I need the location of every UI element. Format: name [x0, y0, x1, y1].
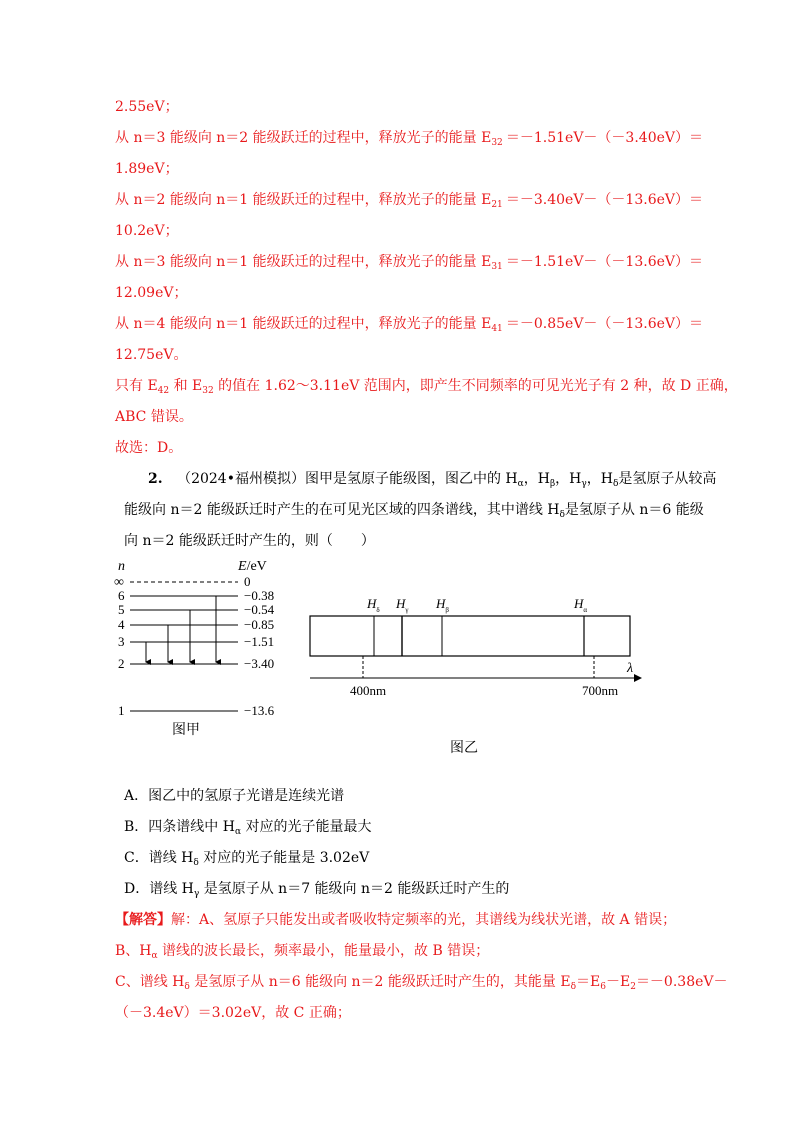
option-a: A．图乙中的氢原子光谱是连续光谱	[124, 788, 345, 804]
answer-line: C、谱线 $H_\delta$ 是氢原子从 n＝6 能级向 n＝2 能级跃迁时产生的，其能量 $E_\delta=E_6-E_2=-0.38eV-$	[115, 974, 728, 992]
spectrum-diagram	[300, 586, 650, 762]
question-line: 2. （2024•福州模拟）图甲是氢原子能级图，图乙中的 $H_\alpha$，$H_\beta$，$H_\gamma$，$H_\delta$是氢原子从较高	[148, 471, 717, 489]
solution-line: ABC 错误。	[115, 409, 193, 425]
solution-line: 从 n＝3 能级向 n＝1 能级跃迁的过程中，释放光子的能量 $E_{31}$ ＝－1.51eV－（－13.6eV）＝	[115, 254, 703, 272]
h-gamma-label: $H_\gamma$	[396, 596, 409, 614]
level-n-label: ∞	[114, 575, 124, 590]
h-delta-label: $H_\delta$	[367, 596, 380, 614]
tick-400-label: 400nm	[350, 683, 387, 698]
level-n-label: 5	[118, 602, 125, 617]
level-n-label: 3	[118, 634, 125, 649]
level-n-label: 1	[118, 703, 125, 718]
tick-700-label: 700nm	[582, 683, 619, 698]
solution-line: 从 n＝2 能级向 n＝1 能级跃迁的过程中，释放光子的能量 $E_{21}$ ＝－3.40eV－（－13.6eV）＝	[115, 192, 703, 210]
answer-line: B、$H_\alpha$ 谱线的波长最长，频率最小，能量最小，故 B 错误；	[115, 943, 490, 961]
answer-line: 【解答】解：A、氢原子只能发出或者吸收特定频率的光，其谱线为线状光谱，故 A 错误；	[115, 912, 677, 928]
level-e-label: 0	[244, 574, 251, 589]
option-d: D．谱线 $H_\gamma$ 是氢原子从 n＝7 能级向 n＝2 能级跃迁时产生的	[124, 881, 510, 899]
level-e-label: −3.40	[244, 656, 275, 671]
solution-line: 从 n＝4 能级向 n＝1 能级跃迁的过程中，释放光子的能量 $E_{41}$ ＝－0.85eV－（－13.6eV）＝	[115, 316, 703, 334]
level-n-label: 4	[118, 617, 125, 632]
solution-line: 只有 $E_{42}$ 和 $E_{32}$ 的值在 1.62～3.11eV 范围内，即产生不同频率的可见光光子有 2 种，故 D 正确，	[115, 378, 738, 396]
level-e-label: −0.38	[244, 588, 275, 603]
answer-tag: 【解答】	[115, 912, 171, 928]
level-e-label: −13.6	[244, 703, 275, 718]
solution-line: 10.2eV；	[115, 223, 179, 239]
lambda-label: λ	[627, 661, 634, 676]
question-number: 2.	[148, 471, 163, 487]
axis-n-label: n	[118, 559, 125, 574]
figure-b-caption: 图乙	[450, 741, 478, 756]
level-e-label: −1.51	[244, 634, 275, 649]
level-n-label: 2	[118, 656, 125, 671]
option-c: C．谱线 $H_\delta$ 对应的光子能量是 3.02eV	[124, 850, 370, 868]
question-line: 向 n＝2 能级跃迁时产生的，则（ ）	[124, 533, 375, 549]
solution-line: 从 n＝3 能级向 n＝2 能级跃迁的过程中，释放光子的能量 $E_{32}$ ＝－1.51eV－（－3.40eV）＝	[115, 130, 703, 148]
question-source: （2024•福州模拟）	[177, 471, 305, 487]
solution-line: 12.09eV；	[115, 285, 188, 301]
level-e-label: −0.54	[244, 602, 275, 617]
level-n-label: 6	[118, 588, 125, 603]
question-line: 能级向 n＝2 能级跃迁时产生的在可见光区域的四条谱线，其中谱线 $H_\delta$是氢原子从 n＝6 能级	[124, 502, 704, 520]
solution-line: 故选：D。	[115, 440, 183, 456]
answer-line: （－3.4eV）＝3.02eV，故 C 正确；	[115, 1005, 351, 1021]
level-e-label: −0.85	[244, 617, 275, 632]
lambda-axis-arrow	[634, 674, 642, 682]
axis-e-label: E/eV	[238, 559, 267, 574]
h-alpha-label: $H_\alpha$	[574, 596, 588, 614]
figure-a-caption: 图甲	[172, 723, 200, 738]
solution-line: 2.55eV；	[115, 99, 179, 115]
spectrum-box	[310, 616, 630, 656]
solution-line: 1.89eV；	[115, 161, 179, 177]
energy-level-diagram	[110, 556, 290, 746]
option-b: B．四条谱线中 $H_\alpha$ 对应的光子能量最大	[124, 819, 372, 837]
solution-line: 12.75eV。	[115, 347, 188, 363]
h-beta-label: $H_\beta$	[436, 596, 449, 614]
